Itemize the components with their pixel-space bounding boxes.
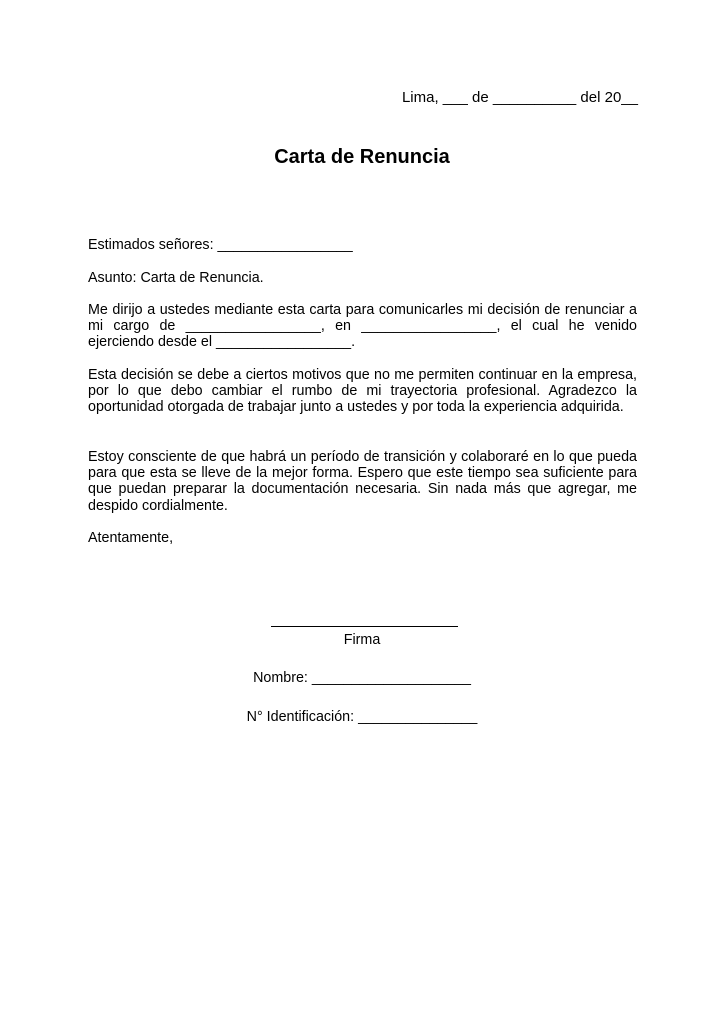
- paragraph-resignation: Me dirijo a ustedes mediante esta carta para comunicarles mi decisión de renunciar a mi cargo de _________________, en _________________, el cual he venido ejerciendo desde el _________________.: [88, 302, 637, 351]
- identification-field: N° Identificación: _______________: [246, 709, 478, 725]
- date-line: Lima, ___ de __________ del 20__: [401, 89, 638, 106]
- paragraph-transition: Estoy consciente de que habrá un período de transición y colaboraré en lo que pueda para que esta se lleve de la mejor forma. Espero que este tiempo sea suficiente para que puedan preparar la documentación necesaria. Sin nada más que agregar, me despido cordialmente.: [88, 449, 637, 514]
- salutation: Estimados señores: _________________: [88, 237, 353, 253]
- signature-line: [271, 626, 458, 627]
- name-field: Nombre: ____________________: [253, 670, 471, 686]
- signature-label: Firma: [343, 632, 381, 648]
- paragraph-reasons: Esta decisión se debe a ciertos motivos que no me permiten continuar en la empresa, por lo que debo cambiar el rumbo de mi trayectoria profesional. Agradezco la oportunidad otorgada de trabajar junto a ustedes y por toda la experiencia adquirida.: [88, 367, 637, 416]
- subject-line: Asunto: Carta de Renuncia.: [88, 270, 264, 286]
- closing: Atentamente,: [88, 530, 174, 546]
- letter-title: Carta de Renuncia: [274, 146, 450, 168]
